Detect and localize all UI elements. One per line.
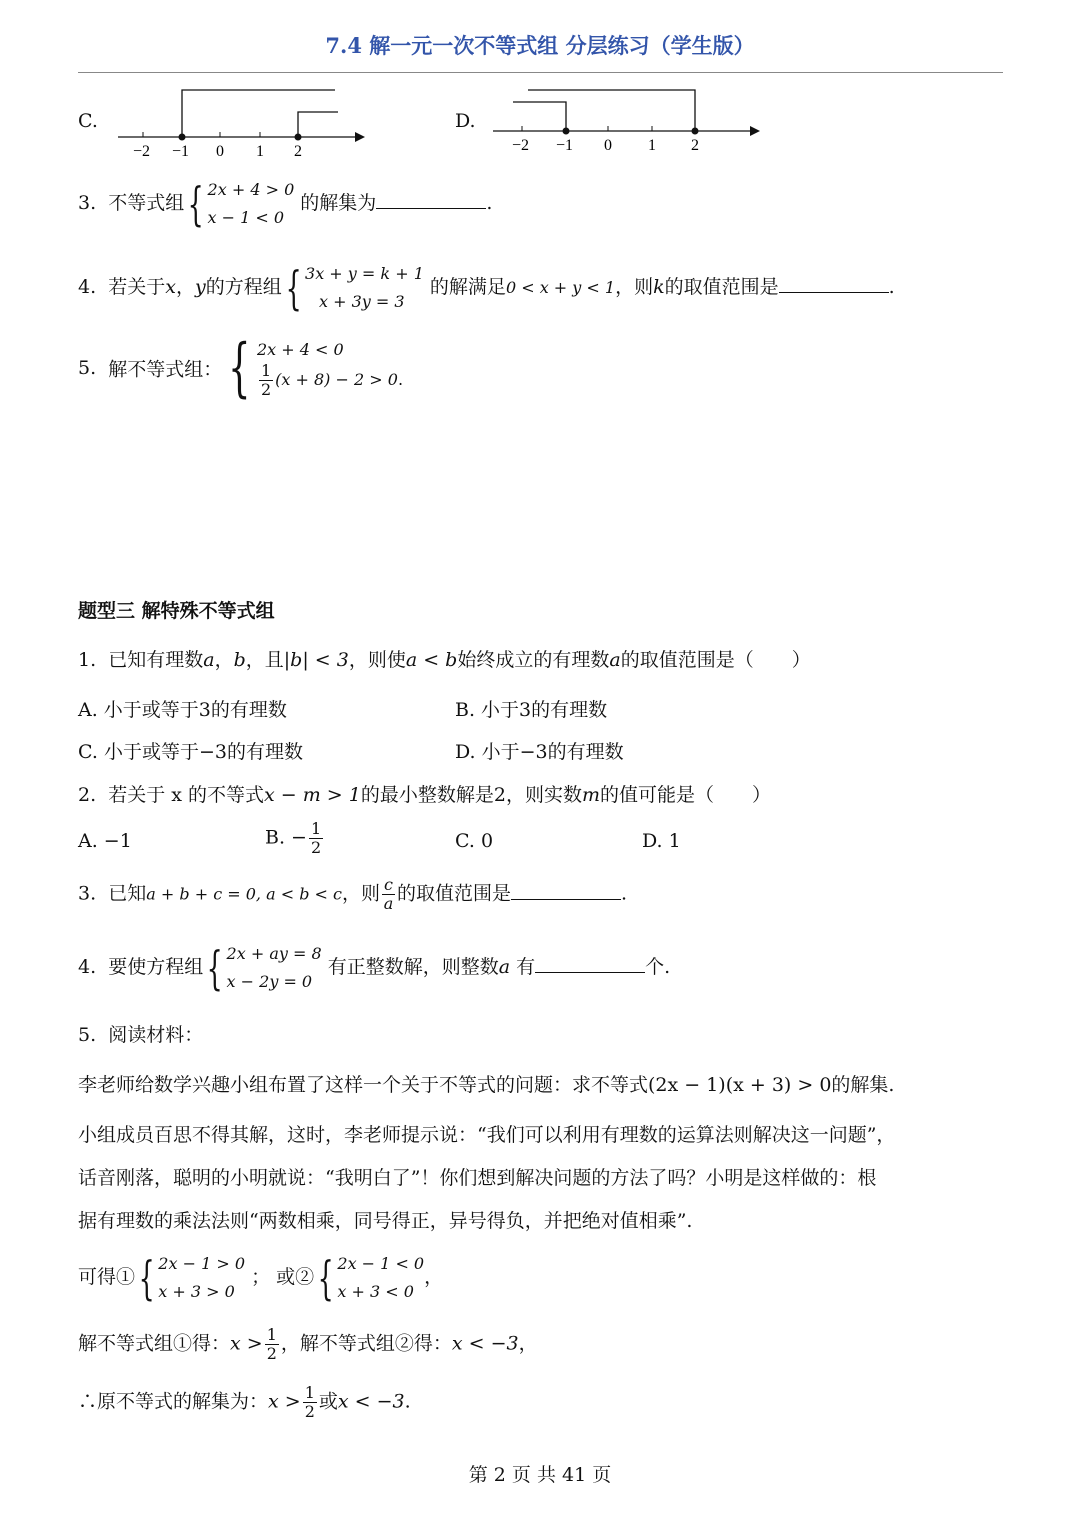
axis-arrow [750, 126, 760, 136]
section3-question-1: 1. 已知有理数a，b，且|b| < 3，则使a < b始终成立的有理数a的取值范围是（ ） [78, 649, 811, 671]
option-d[interactable]: D. 1 [642, 830, 681, 852]
tick-label: 1 [648, 137, 656, 154]
solid-point [692, 128, 699, 135]
option-b[interactable]: B. − $\frac{1}{2}$ [265, 819, 322, 857]
option-a[interactable]: A. −1 [78, 830, 132, 852]
section3-question-2: 2. 若关于 x 的不等式x − m > 1的最小整数解是2，则实数m的值可能是（ ） [78, 784, 772, 806]
option-b[interactable]: B. 小于3的有理数 [455, 699, 608, 721]
solid-point [179, 134, 186, 141]
reading-paragraph: 据有理数的乘法法则“两数相乘，同号得正，异号得负，并把绝对值相乘”. [78, 1210, 693, 1232]
inequality-system: 2x + 4 > 0 x − 1 < 0 [207, 180, 295, 227]
number-line-d [488, 82, 768, 162]
tick-label: 0 [604, 137, 612, 154]
number-line-c [110, 82, 370, 162]
axis-arrow [355, 132, 365, 142]
solid-point [563, 128, 570, 135]
solid-point [295, 134, 302, 141]
option-c-label: C. [78, 110, 98, 132]
answer-blank[interactable] [511, 881, 621, 900]
page-header-title: 7.4 解一元一次不等式组 分层练习（学生版） [325, 33, 755, 58]
answer-blank[interactable] [779, 274, 889, 293]
tick-label: 2 [691, 137, 699, 154]
solution-step: 解不等式组①得：x > $\frac{1}{2}$ ，解不等式组②得：x < −3， [78, 1325, 538, 1363]
tick-label: −1 [556, 137, 574, 154]
solution-bracket-2 [298, 112, 338, 137]
question-3: 3. 不等式组{ 2x + 4 > 0 x − 1 < 0 的解集为 . [78, 177, 493, 231]
reading-paragraph: 话音刚落，聪明的小明就说：“我明白了”！你们想到解决问题的方法了吗？小明是这样做的：根 [78, 1167, 877, 1189]
equation-system: 3x + y = k + 1 x + 3y = 3 [305, 264, 424, 311]
question-5: 5. 解不等式组：{ 2x + 4 < 0 $\frac{1}{2}$ (x + 8) − 2 > 0. [78, 331, 404, 405]
reading-paragraph: 李老师给数学兴趣小组布置了这样一个关于不等式的问题：求不等式(2x − 1)(x + 3) > 0的解集. [78, 1074, 895, 1096]
page-footer: 第 2 页 共 41 页 [468, 1464, 612, 1486]
option-d-label: D. [455, 110, 476, 132]
tick-label: −1 [172, 143, 190, 160]
section3-question-5: 5. 阅读材料： [78, 1024, 204, 1046]
tick-label: 0 [216, 143, 224, 160]
solution-bracket-1 [528, 90, 695, 131]
equation-system: 2x + ay = 8 x − 2y = 0 [226, 944, 322, 991]
tick-label: −2 [133, 143, 151, 160]
section3-question-3: 3. 已知a + b + c = 0, a < b < c，则 $\frac{c}{a}$ 的取值范围是 . [78, 875, 628, 913]
reading-paragraph: 小组成员百思不得其解，这时，李老师提示说：“我们可以利用有理数的运算法则解决这一问题”， [78, 1124, 896, 1146]
tick-label: 2 [294, 143, 302, 160]
section3-question-4: 4. 要使方程组{ 2x + ay = 8 x − 2y = 0 有正整数解，则整数a 有 个. [78, 941, 671, 995]
solution-bracket-1 [182, 90, 335, 137]
answer-blank[interactable] [376, 190, 486, 209]
question-4: 4. 若关于x，y的方程组{ 3x + y = k + 1 x + 3y = 3 的解满足0 < x + y < 1，则k的取值范围是 . [78, 261, 895, 315]
option-c[interactable]: C. 小于或等于−3的有理数 [78, 741, 303, 763]
tick-label: 1 [256, 143, 264, 160]
option-a[interactable]: A. 小于或等于3的有理数 [78, 699, 287, 721]
solution-bracket-2 [513, 102, 566, 131]
option-c[interactable]: C. 0 [455, 830, 494, 852]
option-d[interactable]: D. 小于−3的有理数 [455, 741, 624, 763]
inequality-system: 2x + 4 < 0 $\frac{1}{2}$ (x + 8) − 2 > 0. [256, 339, 404, 399]
solution-systems: 可得①{ 2x − 1 > 0 x + 3 > 0 ； 或②{ 2x − 1 < 0 x + 3 < 0 ， [78, 1251, 444, 1305]
answer-blank[interactable] [535, 954, 645, 973]
header-divider [78, 72, 1003, 73]
section-title: 题型三 解特殊不等式组 [78, 600, 275, 622]
solution-conclusion: ∴原不等式的解集为：x > $\frac{1}{2}$ 或x < −3. [78, 1383, 411, 1421]
tick-label: −2 [512, 137, 530, 154]
